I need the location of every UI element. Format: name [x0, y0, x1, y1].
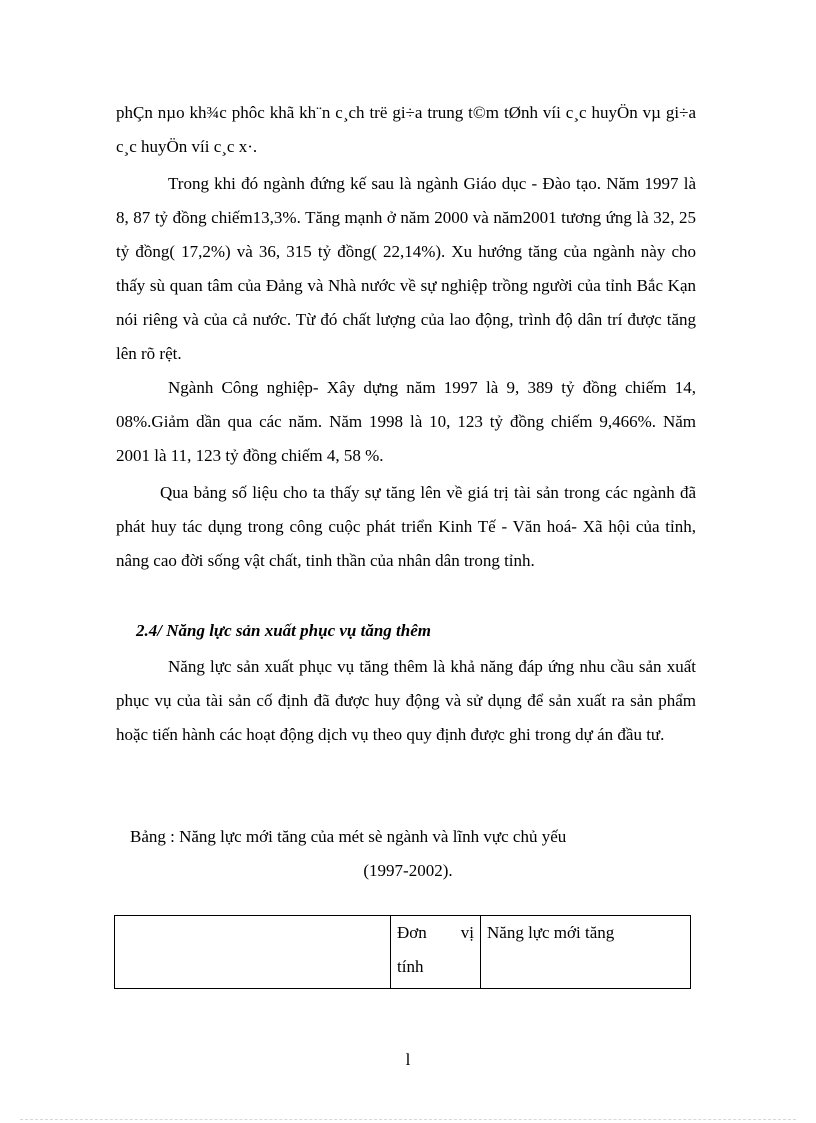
table-caption-years: (1997-2002). [363, 861, 453, 880]
table-header-row [115, 916, 691, 989]
table-header-cell-1 [115, 916, 391, 989]
table-header-cell-unit: Đơn vị tính [391, 916, 481, 989]
page-bottom-divider [20, 1119, 796, 1120]
capacity-table [114, 915, 691, 989]
table-caption: Bảng : Năng lực mới tăng của mét sè ngành và lĩnh vực chủ yếu [130, 827, 567, 846]
table-header-cell-capacity: Năng lực mới tăng [481, 916, 691, 989]
paragraph-4: Qua bảng số liệu cho ta thấy sự tăng lên về giá trị tài sản trong các ngành đã phát huy tác dụng trong công cuộc phát triển Kinh Tế - Văn hoá- Xã hội của tỉnh, nâng cao đời sống vật chất, tinh thần của nhân dân trong tỉnh. [116, 483, 696, 570]
section-heading: 2.4/ Năng lực sản xuất phục vụ tăng thêm [136, 621, 431, 640]
page-number: l [405, 1050, 411, 1069]
paragraph-5: Năng lực sản xuất phục vụ tăng thêm là khả năng đáp ứng nhu cầu sản xuất phục vụ của tài sản cố định đã được huy động và sử dụng để sản xuất ra sản phẩm hoặc tiến hành các hoạt động dịch vụ theo quy định được ghi trong dự án đầu tư. [116, 657, 696, 744]
paragraph-3: Ngành Công nghiệp- Xây dựng năm 1997 là 9, 389 tỷ đồng chiếm 14, 08%.Giảm dần qua các năm. Năm 1998 là 10, 123 tỷ đồng chiếm 9,466%. Năm 2001 là 11, 123 tỷ đồng chiếm 4, 58 %. [116, 378, 696, 465]
paragraph-1: phÇn nµo kh¾c phôc khã kh¨n c¸ch trë gi÷a trung t©m tØnh víi c¸c huyÖn vµ gi÷a c¸c huyÖn víi c¸c x·. [116, 103, 696, 156]
paragraph-2: Trong khi đó ngành đứng kế sau là ngành Giáo dục - Đào tạo. Năm 1997 là 8, 87 tỷ đồng chiếm13,3%. Tăng mạnh ở năm 2000 và năm2001 tương ứng là 32, 25 tỷ đồng( 17,2%) và 36, 315 tỷ đồng( 22,14%). Xu hướng tăng của ngành này cho thấy sù quan tâm của Đảng và Nhà nước về sự nghiệp trồng người của tỉnh Bắc Kạn nói riêng và của cả nước. Từ đó chất lượng của lao động, trình độ dân trí được tăng lên rõ rệt. [116, 174, 696, 363]
